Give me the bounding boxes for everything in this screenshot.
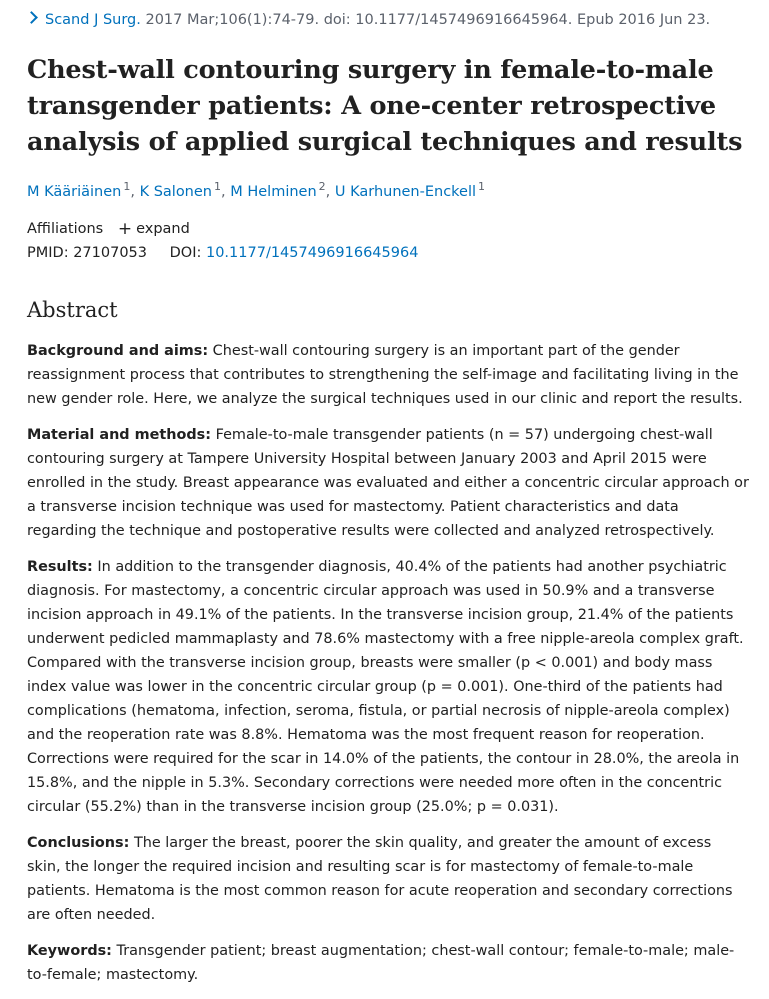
author-link[interactable]: M Kääriäinen [27,183,122,200]
expand-label: expand [136,221,190,237]
section-label: Material and methods: [27,427,212,443]
pmid-label: PMID: [27,245,69,261]
article-title: Chest-wall contouring surgery in female-to-male transgender patients: A one-center retrospective analysis of applied surgical techniques and results [27,55,743,157]
section-text: Female-to-male transgender patients (n = 57) undergoing chest-wall contouring surgery at Tampere University Hospital between January 2003 and April 2015 were enrolled in the study. Breast appearance was evaluated and either a concentric circular approach or a transverse incision technique was used for mastectomy. Patient characteristics and data regarding the technique and postoperative results were collected and analyzed retrospectively. [27,427,749,539]
identifiers-row [27,245,418,261]
keywords-section [27,939,749,987]
expand-affiliations-button[interactable] [118,221,190,237]
section-text: Chest-wall contouring surgery is an important part of the gender reassignment process that contributes to strengthening the self-image and facilitating living in the new gender role. Here, we analyze the surgical techniques used in our clinic and report the results. [27,343,743,407]
author-link[interactable]: K Salonen [139,183,212,200]
section-text: The larger the breast, poorer the skin quality, and greater the amount of excess skin, the longer the required incision and resulting scar is for mastectomy of female-to-male patients. Hematoma is the most common reason for acute reoperation and secondary corrections are often needed. [27,835,733,923]
keywords-label: Keywords: [27,943,112,959]
abstract-section-background [27,339,749,411]
pmid-value: 27107053 [73,245,148,261]
affiliations-row [27,218,190,238]
citation-details: 2017 Mar;106(1):74-79. doi: 10.1177/1457496916645964. Epub 2016 Jun 23. [145,12,711,28]
citation-line [27,12,710,28]
author-affiliation-ref[interactable]: 1 [214,180,221,193]
authors-list: M Kääriäinen $^1$, K Salonen $^1$, M Helminen $^2$, U Karhunen-Enckell $^1$ [27,180,486,200]
plus-icon: + [117,219,133,239]
chevron-right-icon[interactable] [25,11,38,24]
abstract-heading: Abstract [27,298,118,322]
section-label: Results: [27,559,93,575]
affiliations-label: Affiliations [27,221,104,237]
section-label: Conclusions: [27,835,130,851]
doi-label: DOI: [169,245,202,261]
author-link[interactable]: M Helminen [230,183,317,200]
author-affiliation-ref[interactable]: 1 [478,180,486,193]
keywords-text: Transgender patient; breast augmentation; chest-wall contour; female-to-male; male-to-female; mastectomy. [27,943,735,983]
journal-link[interactable]: Scand J Surg. [45,12,141,28]
section-label: Background and aims: [27,343,209,359]
abstract-section-results [27,555,749,819]
abstract-body [27,339,749,999]
author-affiliation-ref[interactable]: 2 [318,180,326,193]
section-text: In addition to the transgender diagnosis, 40.4% of the patients had another psychiatric diagnosis. For mastectomy, a concentric circular approach was used in 50.9% and a transverse incision approach in 49.1% of the patients. In the transverse incision group, 21.4% of the patients underwent pedicled mammaplasty and 78.6% mastectomy with a free nipple-areola complex graft. Compared with the transverse incision group, breasts were smaller (p < 0.001) and body mass index value was lower in the concentric circular group (p = 0.001). One-third of the patients had complications (hematoma, infection, seroma, fistula, or partial necrosis of nipple-areola complex) and the reoperation rate was 8.8%. Hematoma was the most frequent reason for reoperation. Corrections were required for the scar in 14.0% of the patients, the contour in 28.0%, the areola in 15.8%, and the nipple in 5.3%. Secondary corrections were needed more often in the concentric circular (55.2%) than in the transverse incision group (25.0%; p = 0.031). [27,559,744,815]
abstract-section-conclusions [27,831,749,927]
author-affiliation-ref[interactable]: 1 [123,180,131,193]
abstract-section-methods [27,423,749,543]
doi-link[interactable]: 10.1177/1457496916645964 [205,245,419,261]
author-link[interactable]: U Karhunen-Enckell [334,183,477,200]
